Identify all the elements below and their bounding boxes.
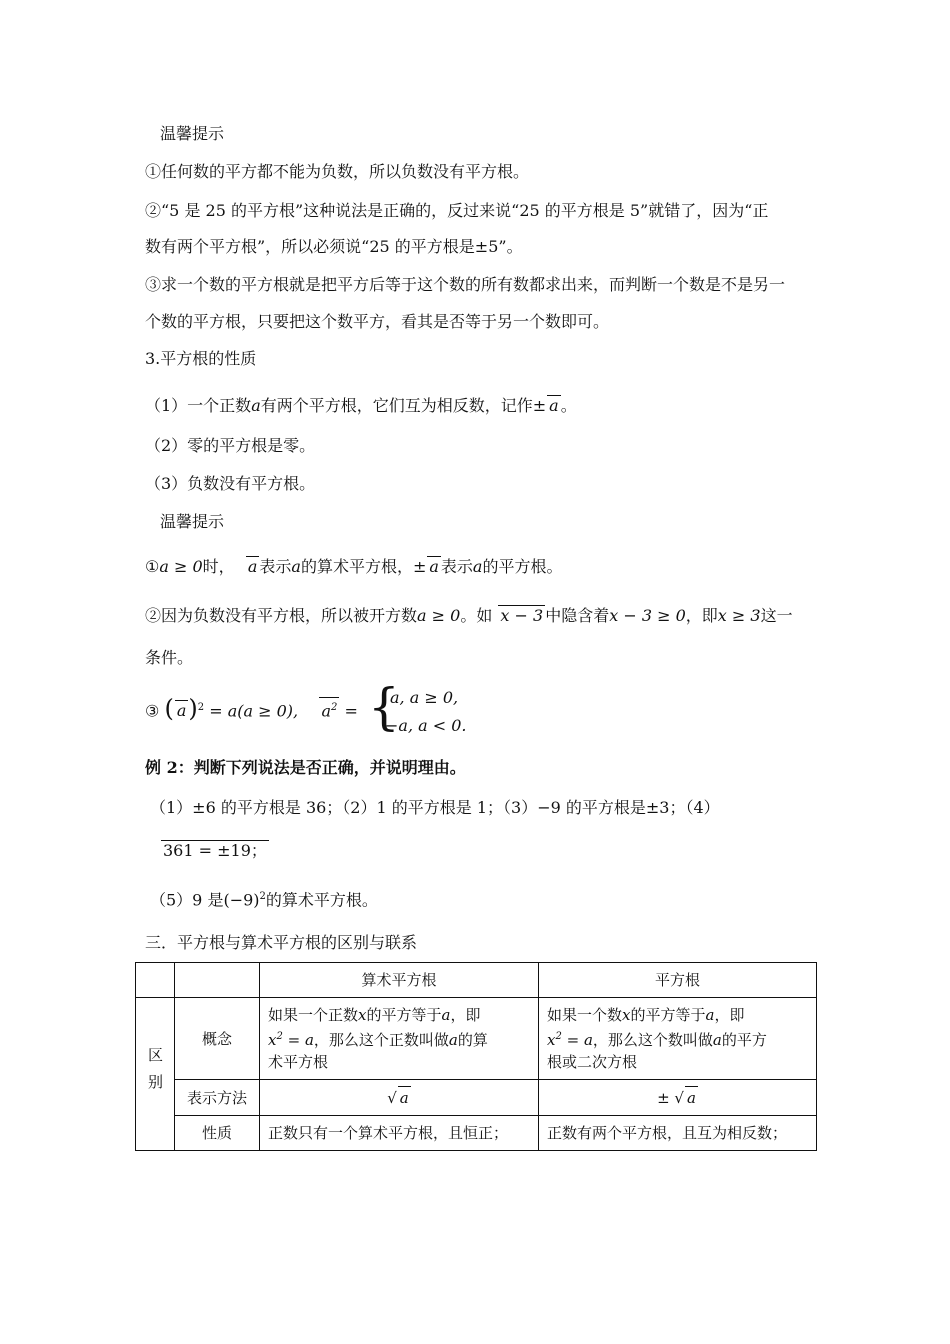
tip2-line-2: ②因为负数没有平方根，所以被开方数a ≥ 0。如 x − 3 中隐含着x − 3 ≥ 0，即x ≥ 3这一: [145, 606, 793, 625]
piecewise-case: a, a ≥ 0,: [390, 688, 459, 707]
table-header: 平方根: [539, 963, 817, 998]
example-line: 361 = ±19；: [163, 841, 267, 860]
property-2: （2）零的平方根是零。: [145, 436, 316, 455]
table-row-label: 性质: [175, 1116, 260, 1151]
table-cell: 正数有两个平方根，且互为相反数；: [539, 1116, 817, 1151]
table-cell: √ a: [260, 1080, 539, 1116]
section-heading: 三．平方根与算术平方根的区别与联系: [145, 933, 418, 952]
property-1: （1）一个正数a有两个平方根，它们互为相反数，记作± a 。: [145, 396, 577, 415]
tip-item: 数有两个平方根”，所以必须说“25 的平方根是±5”。: [145, 237, 523, 256]
tip-item: ①任何数的平方都不能为负数，所以负数没有平方根。: [145, 162, 530, 181]
example-line: （5）9 是$(-9)^2$的算术平方根。: [150, 890, 378, 910]
table-row: [136, 998, 817, 1080]
property-3: （3）负数没有平方根。: [145, 474, 316, 493]
piecewise-brace: {: [368, 678, 400, 736]
table-row: [136, 1080, 817, 1116]
tip2-line-3: 条件。: [145, 648, 194, 667]
table-cell: 如果一个数x的平方等于a，即 $x^2 = a$，那么这个数叫做a的平方 根或二次方根: [539, 998, 817, 1080]
table-row-label: 概念: [175, 998, 260, 1080]
section-heading: 3.平方根的性质: [145, 349, 257, 368]
tip2-formula: ③ ( a)$^2$ = a(a ≥ 0), $a^2$ =: [145, 694, 358, 723]
piecewise-case: −a, a < 0.: [385, 716, 467, 735]
tip2-line-1: ①a ≥ 0时， a 表示a的算术平方根，± a 表示a的平方根。: [145, 557, 563, 576]
tip-title: 温馨提示: [160, 124, 225, 143]
table-group-label: 区别: [136, 998, 175, 1151]
table-header: 算术平方根: [260, 963, 539, 998]
table-cell: ± √ a: [539, 1080, 817, 1116]
tip-item: ③求一个数的平方根就是把平方后等于这个数的所有数都求出来，而判断一个数是不是另一: [145, 275, 786, 294]
tip-item: ②“5 是 25 的平方根”这种说法是正确的，反过来说“25 的平方根是 5”就错了，因为“正: [145, 201, 769, 220]
tip-title: 温馨提示: [160, 512, 225, 531]
comparison-table: [135, 962, 817, 1151]
example-title: 例 2：判断下列说法是否正确，并说明理由。: [145, 758, 466, 777]
table-row-label: 表示方法: [175, 1080, 260, 1116]
table-row: [136, 1116, 817, 1151]
table-cell: 如果一个正数x的平方等于a，即 $x^2 = a$，那么这个正数叫做a的算 术平方根: [260, 998, 539, 1080]
table-cell: 正数只有一个算术平方根，且恒正；: [260, 1116, 539, 1151]
example-line: （1）±6 的平方根是 36；（2）1 的平方根是 1；（3）−9 的平方根是±3；（4）: [150, 798, 720, 817]
table-row: [136, 963, 817, 998]
tip-item: 个数的平方根，只要把这个数平方，看其是否等于另一个数即可。: [145, 312, 610, 331]
